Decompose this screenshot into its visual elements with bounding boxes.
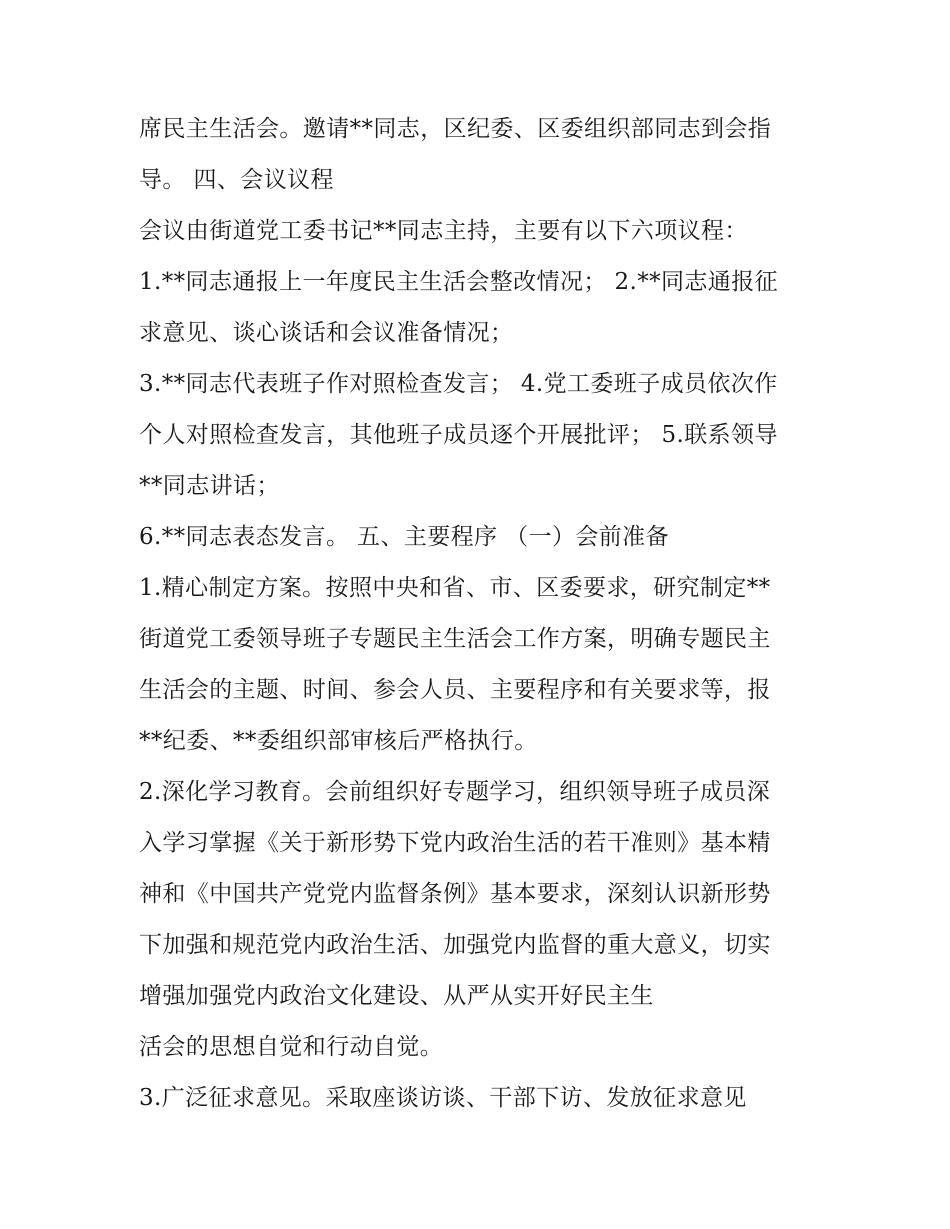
text-line: **纪委、**委组织部审核后严格执行。 bbox=[139, 728, 538, 754]
text-line: 生活会的主题、时间、参会人员、主要程序和有关要求等，报 bbox=[139, 677, 771, 703]
text-line: 街道党工委领导班子专题民主生活会工作方案，明确专题民主 bbox=[139, 626, 771, 652]
text-line: 增强加强党内政治文化建设、从严从实开好民主生 bbox=[139, 983, 654, 1009]
text-line: 入学习掌握《关于新形势下党内政治生活的若干准则》基本精 bbox=[139, 830, 771, 856]
text-line: 2.深化学习教育。会前组织好专题学习，组织领导班子成员深 bbox=[139, 779, 771, 805]
text-line: 下加强和规范党内政治生活、加强党内监督的重大意义，切实 bbox=[139, 932, 771, 958]
text-line: 1.**同志通报上一年度民主生活会整改情况； 2.**同志通报征 bbox=[139, 269, 778, 295]
text-line: **同志讲话； bbox=[139, 473, 280, 499]
text-line: 1.精心制定方案。按照中央和省、市、区委要求，研究制定** bbox=[139, 575, 771, 601]
text-line: 求意见、谈心谈话和会议准备情况； bbox=[139, 320, 514, 346]
text-line: 活会的思想自觉和行动自觉。 bbox=[139, 1034, 444, 1060]
text-line: 3.广泛征求意见。采取座谈访谈、干部下访、发放征求意见 bbox=[139, 1085, 747, 1111]
text-line: 3.**同志代表班子作对照检查发言； 4.党工委班子成员依次作 bbox=[139, 371, 778, 397]
document-body bbox=[139, 104, 839, 1124]
text-line: 导。 四、会议议程 bbox=[139, 167, 334, 193]
text-line: 个人对照检查发言，其他班子成员逐个开展批评； 5.联系领导 bbox=[139, 422, 778, 448]
text-line: 席民主生活会。邀请**同志，区纪委、区委组织部同志到会指 bbox=[139, 116, 772, 142]
text-line: 神和《中国共产党党内监督条例》基本要求，深刻认识新形势 bbox=[139, 881, 771, 907]
text-line: 6.**同志表态发言。 五、主要程序 （一）会前准备 bbox=[139, 524, 669, 550]
text-line: 会议由街道党工委书记**同志主持，主要有以下六项议程： bbox=[139, 218, 748, 244]
